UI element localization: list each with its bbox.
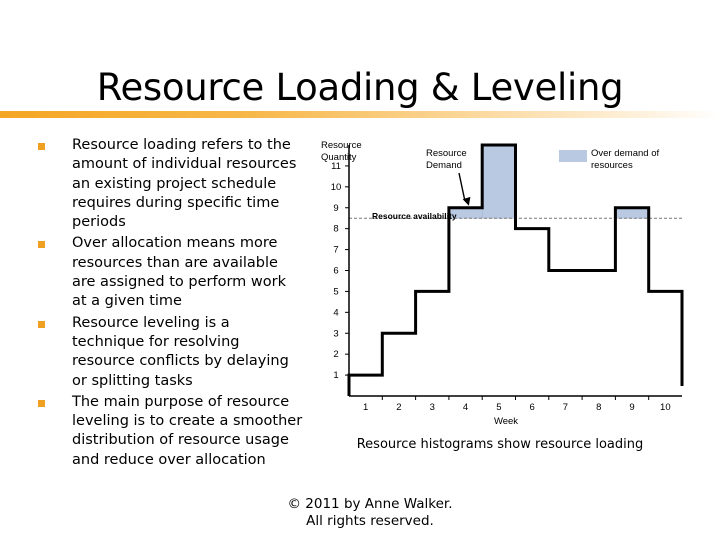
copyright-line: © 2011 by Anne Walker. (287, 496, 453, 512)
title-underline (0, 111, 720, 118)
overdemand-region (615, 208, 648, 218)
overdemand-region (482, 145, 515, 218)
y-axis-label: Resource (321, 140, 362, 151)
x-tick-label: 2 (396, 402, 402, 413)
y-tick-label: 10 (330, 181, 342, 193)
chart-svg (312, 137, 687, 428)
y-tick-label: 11 (331, 160, 341, 172)
bullet-list (36, 136, 304, 472)
y-tick-label: 6 (333, 265, 339, 277)
bullet-item (36, 393, 304, 470)
x-tick-label: 3 (429, 402, 435, 413)
y-tick-label: 3 (333, 328, 339, 340)
availability-label: Resource availability (372, 211, 457, 221)
overdemand-label: Over demand of (591, 148, 660, 159)
bullet-text: Resource loading refers to the amount of individual resources an existing project schedule requires during specific time periods (72, 137, 297, 231)
bullet-item (36, 234, 304, 311)
bullet-item (36, 314, 304, 391)
y-tick-label: 8 (333, 223, 339, 235)
chart-caption: Resource histograms show resource loading (356, 437, 644, 452)
bullet-item (36, 136, 304, 232)
demand-label: Resource (426, 148, 467, 159)
x-tick-label: 7 (562, 402, 569, 413)
demand-label: Demand (426, 160, 462, 171)
y-tick-label: 1 (333, 370, 339, 382)
x-tick-label: 1 (363, 402, 369, 413)
x-tick-label: 8 (596, 402, 602, 413)
copyright-line: All rights reserved. (306, 513, 434, 529)
x-tick-label: 5 (496, 402, 502, 413)
demand-step-line (349, 145, 682, 396)
overdemand-legend-swatch (559, 150, 587, 162)
bullet-marker-icon (38, 143, 45, 150)
y-tick-label: 2 (333, 349, 339, 361)
x-tick-label: 6 (529, 402, 535, 413)
x-tick-label: 10 (660, 402, 671, 413)
bullet-marker-icon (38, 241, 45, 248)
x-tick-label: 9 (629, 402, 635, 413)
y-tick-label: 7 (333, 244, 339, 256)
demand-arrow (459, 173, 465, 201)
y-tick-label: 9 (333, 202, 339, 214)
x-tick-label: 4 (462, 402, 469, 413)
bullet-text: Resource leveling is a technique for resolving resource conflicts by delaying or splitting tasks (72, 314, 289, 389)
bullet-marker-icon (38, 321, 45, 328)
y-tick-label: 5 (333, 286, 339, 298)
copyright-notice (0, 496, 720, 530)
y-axis-label: Quantity (321, 152, 357, 163)
bullet-text: The main purpose of resource leveling is to create a smoother distribution of resource usage and reduce over allocation (72, 393, 303, 468)
resource-histogram-chart (312, 137, 687, 428)
bullet-marker-icon (38, 400, 45, 407)
overdemand-label: resources (591, 160, 633, 171)
bullet-text: Over allocation means more resources than are available are assigned to perform work at a given time (72, 235, 286, 310)
y-tick-label: 4 (333, 307, 339, 319)
x-axis-label: Week (493, 416, 519, 427)
slide-title: Resource Loading & Leveling (96, 66, 624, 109)
